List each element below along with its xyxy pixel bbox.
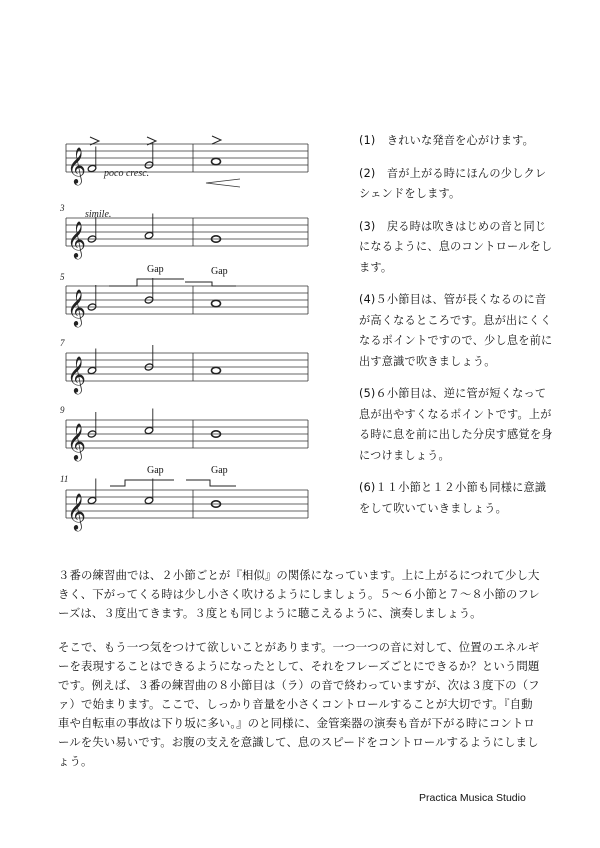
gap-label: Gap bbox=[147, 264, 164, 275]
gap-bracket bbox=[109, 279, 184, 286]
measure-number: 7 bbox=[60, 338, 65, 348]
practice-note: (5)６小節目は、逆に管が短くなって息が出やすくなるポイントです。上がる時に息を前に出した分戻す感覚を身につけましょう。 bbox=[359, 387, 553, 462]
quarter-note-head bbox=[87, 164, 97, 172]
treble-clef-icon: 𝄞 bbox=[67, 492, 86, 530]
gap-brackets bbox=[109, 279, 236, 486]
measure-number: 5 bbox=[60, 272, 65, 282]
practice-note: (3) 戻る時は吹きはじめの音と同じになるように、息のコントロールをします。 bbox=[359, 219, 553, 274]
treble-clef-icon: 𝄞 bbox=[67, 288, 86, 326]
gap-bracket bbox=[110, 480, 174, 486]
footer-credit: Practica Musica Studio bbox=[419, 792, 526, 804]
practice-note: (2) 音が上がる時にほんの少しクレシェンドをします。 bbox=[359, 166, 547, 200]
measure-number: 11 bbox=[60, 474, 69, 484]
practice-note: (1) きれいな発音を心がけます。 bbox=[359, 134, 534, 147]
treble-clef-icon: 𝄞 bbox=[67, 220, 86, 258]
measure-number: 3 bbox=[60, 203, 65, 213]
body-text bbox=[58, 566, 544, 786]
quarter-note-head bbox=[87, 366, 97, 374]
treble-clef-icon: 𝄞 bbox=[67, 422, 86, 460]
gap-bracket bbox=[186, 480, 236, 486]
dynamic-poco-cresc: poco cresc. bbox=[104, 168, 150, 179]
practice-note: (6)１１小節と１２小節も同様に意識をして吹いていきましょう。 bbox=[359, 481, 547, 515]
quarter-note-head bbox=[144, 496, 154, 504]
practice-notes bbox=[359, 131, 553, 531]
gap-bracket bbox=[185, 282, 236, 286]
gap-label: Gap bbox=[211, 465, 228, 476]
whole-note bbox=[212, 367, 221, 373]
treble-clef-icon: 𝄞 bbox=[67, 355, 86, 393]
hairpins bbox=[206, 179, 240, 187]
body-paragraph: ３番の練習曲では、２小節ごとが『相似』の関係になっています。上に上がるにつれて少し大きく、下がってくる時は少し小さく吹けるようにしましょう。５〜６小節と７〜８小節のフレーズは、３度出てきます。３度とも同じように聴こえるように、演奏しましょう。 bbox=[58, 568, 540, 620]
accent-mark bbox=[212, 136, 221, 144]
gap-label: Gap bbox=[147, 465, 164, 476]
dynamic-simile: simile. bbox=[85, 209, 112, 220]
quarter-note-head bbox=[144, 231, 154, 239]
noteheads bbox=[67, 143, 221, 531]
crescendo-hairpin bbox=[206, 179, 240, 187]
practice-note: (4)５小節目は、管が長くなるのに音が高くなるところです。息が出にくくなるポイントですので、少し息を前に出す意識で吹きましょう。 bbox=[359, 293, 553, 368]
whole-note bbox=[212, 300, 221, 306]
measure-number: 9 bbox=[60, 405, 65, 415]
quarter-note-head bbox=[87, 496, 97, 504]
gap-label: Gap bbox=[211, 266, 228, 277]
body-paragraph: そこで、もう一つ気をつけて欲しいことがあります。一つ一つの音に対して、位置のエネルギーを表現することはできるようになったとして、それをフレーズごとにできるか？という問題です。例えば、３番の練習曲の８小節目は（ラ）の音で終わっていますが、次は３度下の（ファ）で始まります。ここで、しっかり音量を小さくコントロールすることが大切です。『自動車や自転車の事故は下り坂に多い。』のと同様に、金管楽器の演奏も音が下がる時にコントロールを失い易いです。お腹の支えを意識して、息のスピードをコントロールするようにしましょう。 bbox=[58, 640, 540, 768]
staves bbox=[66, 144, 308, 518]
quarter-note-head bbox=[144, 426, 154, 434]
whole-note bbox=[212, 158, 221, 164]
treble-clef-icon: 𝄞 bbox=[67, 146, 86, 184]
